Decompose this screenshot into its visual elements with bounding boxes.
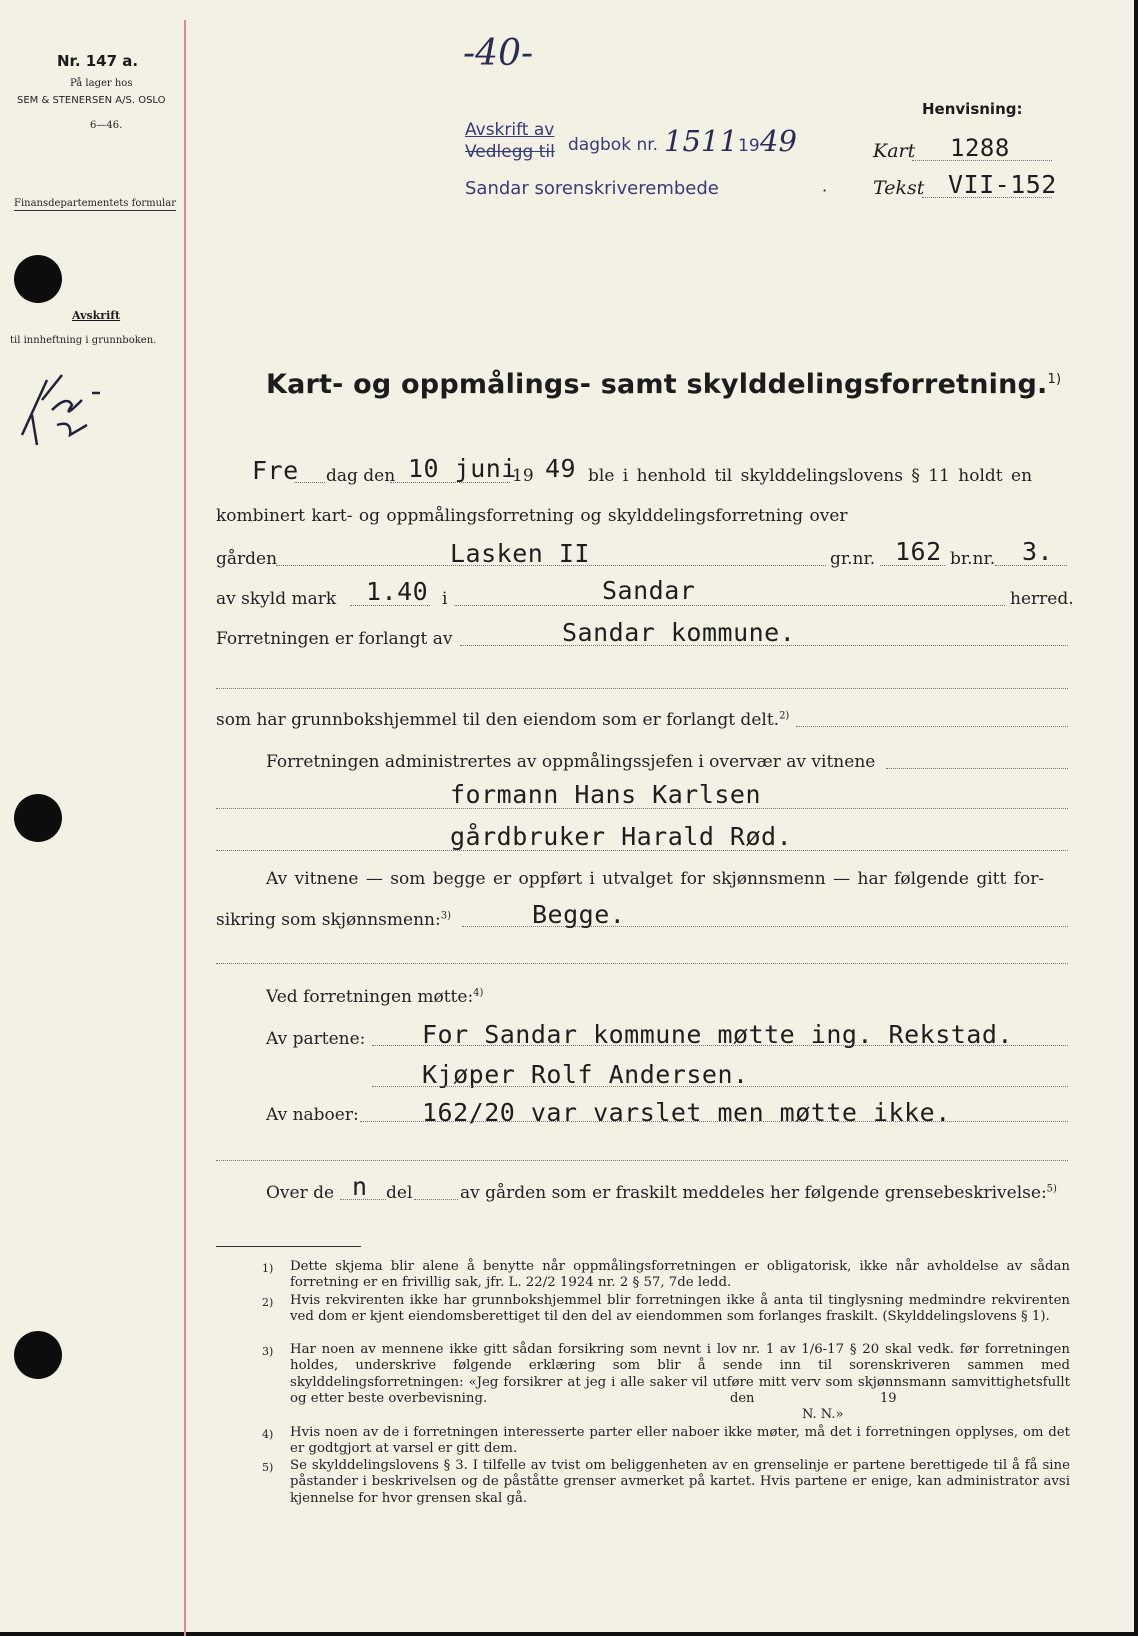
date-value: 10 juni: [408, 454, 517, 483]
margin-note: til innheftning i grunnboken.: [10, 335, 157, 346]
footnote-3-signature: N. N.»: [802, 1407, 844, 1422]
over-rest: [460, 1183, 1057, 1203]
over-label: Over de: [266, 1183, 335, 1203]
neighbours-label: Av naboer:: [266, 1105, 359, 1125]
publisher-date: 6—46.: [90, 120, 123, 131]
gnr-label: gr.nr.: [830, 549, 876, 569]
margin-title: Avskrift: [72, 309, 121, 322]
footnote-3: Har noen av mennene ikke gitt sådan forsikring som nevnt i lov nr. 1 av 1/6-17 § 20 skal vedk. før forretningen holdes, underskrive følgende erklæring som blir å sende inn til sorenskriveren sammen med skylddelingsforretningen: «Jeg forsikrer at jeg i alle saker vil utføre mitt verv som skjønnsmann samvittighetsfullt og etter beste overbevisning.: [290, 1342, 1070, 1407]
witness-2: gårdbruker Harald Rød.: [450, 822, 793, 851]
witness-1: formann Hans Karlsen: [450, 780, 762, 809]
over-rest-text: av gården som er fraskilt meddeles her følgende grensebeskrivelse:: [460, 1183, 1047, 1203]
footnote-1: Dette skjema blir alene å benytte når oppmålingsforretningen er obligatorisk, ikke når avholdelse av sådan forretning er en frivillig sak, jfr. L. 22/2 1924 nr. 2 § 57, 7de ledd.: [290, 1259, 1070, 1291]
over-ref: 5): [1046, 1183, 1057, 1195]
i-label: i: [442, 589, 448, 609]
title-text: Kart- og oppmålings- samt skylddelingsforretning.: [266, 369, 1048, 400]
dotted-line: [216, 963, 1068, 964]
stamp-dagbok-label: dagbok nr.: [568, 135, 659, 155]
dot-mark: ·: [822, 181, 828, 200]
met-ref: 4): [473, 987, 484, 999]
footnote-1-num: 1): [262, 1262, 274, 1275]
witness-line-2-text: sikring som skjønnsmenn:: [216, 910, 441, 930]
year-value: 49: [545, 454, 577, 483]
binder-hole: [14, 255, 62, 303]
dagbok-year-prefix: 19: [738, 136, 760, 156]
party-2: Kjøper Rolf Andersen.: [422, 1060, 749, 1089]
witness-line-1: Av vitnene — som begge er oppført i utvalget for skjønnsmenn — har følgende gitt for-: [266, 869, 1045, 889]
dagbok-year: 49: [760, 124, 797, 158]
neighbours-value: 162/20 var varslet men møtte ikke.: [422, 1098, 951, 1127]
tekst-value: VII-152: [948, 170, 1057, 199]
binder-hole: [14, 794, 62, 842]
bnr-label: br.nr.: [950, 549, 996, 569]
footnote-3-year: 19: [880, 1391, 897, 1406]
dotted-line: [216, 850, 1068, 851]
dag-den-label: dag den: [326, 466, 396, 486]
gnr-value: 162: [895, 537, 942, 566]
dotted-line: [414, 1199, 458, 1200]
publisher-name: SEM & STENERSEN A/S. OSLO: [17, 95, 166, 106]
stamp-line-1: [465, 120, 554, 140]
handwritten-initials: [12, 355, 102, 455]
footnote-4-num: 4): [262, 1428, 274, 1441]
form-owner: Finansdepartementets formular: [14, 198, 176, 209]
over-value: n: [352, 1172, 368, 1201]
stamp-struck: Vedlegg til: [465, 142, 555, 162]
dotted-line: [455, 605, 1005, 606]
stamp-court: Sandar sorenskriverembede: [465, 178, 719, 199]
footnote-2: Hvis rekvirenten ikke har grunnbokshjemmel blir forretningen ikke å anta til tinglysning medmindre rekvirenten ved dom er kjent eiendomsberettiget til den del av eiendommen som forlanges fraskilt. (Skylddelingslovens § 1).: [290, 1293, 1070, 1325]
dotted-line: [295, 482, 325, 483]
reference-label: Henvisning:: [922, 100, 1023, 118]
form-number: Nr. 147 a.: [57, 52, 139, 70]
party-1: For Sandar kommune møtte ing. Rekstad.: [422, 1020, 1013, 1049]
footnote-2-num: 2): [262, 1296, 274, 1309]
dotted-line: [216, 808, 1068, 809]
parties-label: Av partene:: [266, 1029, 366, 1049]
margin-rule: [184, 20, 186, 1636]
year-prefix: 19: [512, 466, 534, 486]
requested-by-label: Forretningen er forlangt av: [216, 629, 453, 649]
skyld-value: 1.40: [366, 577, 429, 606]
binder-hole: [14, 1331, 62, 1379]
dotted-line: [796, 726, 1068, 727]
bnr-value: 3.: [1022, 537, 1054, 566]
footnote-5-num: 5): [262, 1461, 274, 1474]
witness-ref: 3): [440, 910, 451, 922]
dagbok-number: 1511: [664, 124, 738, 158]
weekday-value: Fre: [252, 456, 299, 485]
garden-label: gården: [216, 549, 278, 569]
page-number: -40-: [463, 33, 534, 74]
grunnbok-line: [216, 710, 789, 730]
footnote-4: Hvis noen av de i forretningen interesserte parter eller naboer ikke møter, må det i forretningen opplyses, om det er godtgjort at varsel er gitt dem.: [290, 1425, 1070, 1457]
line1-rest: ble i henhold til skylddelingslovens § 11 holdt en: [588, 466, 1033, 486]
document-title: [266, 369, 1061, 400]
farm-name: Lasken II: [450, 539, 590, 568]
footnote-3-den: den: [730, 1391, 755, 1406]
kart-value: 1288: [950, 134, 1010, 162]
footnote-3-num: 3): [262, 1345, 274, 1358]
stamp-avskrift: Avskrift av: [465, 120, 555, 140]
publisher-line: På lager hos: [70, 78, 133, 89]
title-ref: 1): [1047, 372, 1062, 387]
met-label: [266, 987, 483, 1007]
tekst-label: Tekst: [873, 177, 925, 199]
municipality: Sandar: [602, 576, 696, 605]
met-label-text: Ved forretningen møtte:: [266, 987, 474, 1007]
herred-label: herred.: [1010, 589, 1074, 609]
dotted-line: [372, 1086, 1068, 1087]
requested-by-value: Sandar kommune.: [562, 618, 796, 647]
witness-value: Begge.: [532, 900, 626, 929]
dotted-line: [886, 768, 1068, 769]
grunnbok-text: som har grunnbokshjemmel til den eiendom som er forlangt delt.: [216, 710, 780, 730]
line2: kombinert kart- og oppmålingsforretning og skylddelingsforretning over: [216, 506, 848, 526]
footnote-5: Se skylddelingslovens § 3. I tilfelle av tvist om beliggenheten av en grenselinje er partene berettigede til å få sine påstander i beskrivelsen og de påståtte grenser avmerket på kartet. Hvis partene er enige, kan administrator avsi kjennelse for hvor grensen skal gå.: [290, 1458, 1070, 1506]
kart-label: Kart: [873, 140, 916, 162]
dotted-line: [216, 1160, 1068, 1161]
admin-line: Forretningen administrertes av oppmålingssjefen i overvær av vitnene: [266, 752, 876, 772]
witness-line-2: [216, 910, 451, 930]
dotted-line: [216, 688, 1068, 689]
skyld-label: av skyld mark: [216, 589, 337, 609]
grunnbok-ref: 2): [779, 710, 790, 722]
footnote-rule: [216, 1246, 361, 1247]
del-label: del: [386, 1183, 413, 1203]
